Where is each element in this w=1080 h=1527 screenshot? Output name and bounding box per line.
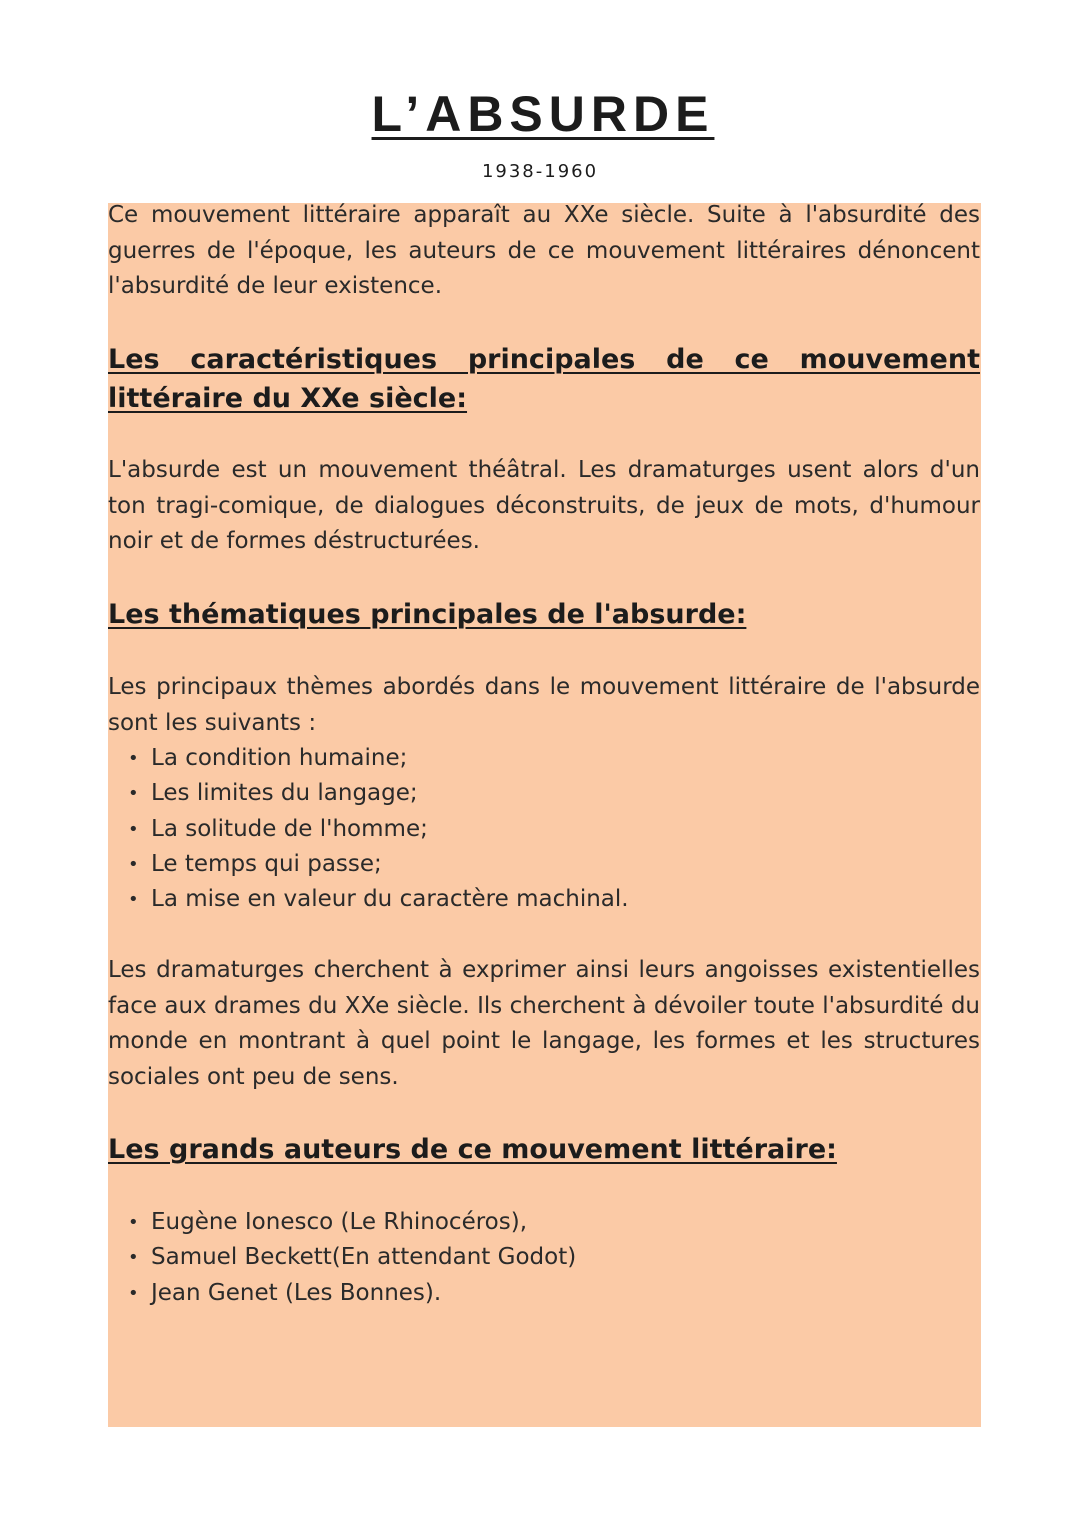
date-range: 1938-1960 <box>481 161 599 182</box>
list-item: • La condition humaine; <box>108 741 980 776</box>
themes-list <box>108 741 980 917</box>
list-item: • Le temps qui passe; <box>108 847 980 882</box>
page-title-text: L’ABSURDE <box>371 86 715 142</box>
page-title <box>0 84 1080 144</box>
authors-heading: Les grands auteurs de ce mouvement littéraire: <box>108 1134 837 1165</box>
themes-heading: Les thématiques principales de l'absurde: <box>108 599 747 630</box>
themes-intro-paragraph: Les principaux thèmes abordés dans le mouvement littéraire de l'absurde sont les suivants : <box>108 674 980 736</box>
list-item: • Les limites du langage; <box>108 776 980 811</box>
list-item: • La solitude de l'homme; <box>108 812 980 847</box>
list-item: • Eugène Ionesco (Le Rhinocéros), <box>108 1205 980 1240</box>
list-item: • Samuel Beckett(En attendant Godot) <box>108 1240 980 1275</box>
list-item: • Jean Genet (Les Bonnes). <box>108 1276 980 1311</box>
list-item: • La mise en valeur du caractère machinal. <box>108 882 980 917</box>
characteristics-heading: Les caractéristiques principales de ce mouvement littéraire du XXe siècle: <box>108 344 980 414</box>
themes-conclusion-paragraph: Les dramaturges cherchent à exprimer ainsi leurs angoisses existentielles face aux drames du XXe siècle. Ils cherchent à dévoiler toute l'absurdité du monde en montrant à quel point le langage, les formes et les structures sociales ont peu de sens. <box>108 957 980 1090</box>
characteristics-paragraph: L'absurde est un mouvement théâtral. Les dramaturges usent alors d'un ton tragi-comique, de dialogues déconstruits, de jeux de mots, d'humour noir et de formes déstructurées. <box>108 457 980 554</box>
authors-list <box>108 1205 980 1311</box>
intro-paragraph: Ce mouvement littéraire apparaît au XXe siècle. Suite à l'absurdité des guerres de l'époque, les auteurs de ce mouvement littéraires dénoncent l'absurdité de leur existence. <box>108 202 980 299</box>
